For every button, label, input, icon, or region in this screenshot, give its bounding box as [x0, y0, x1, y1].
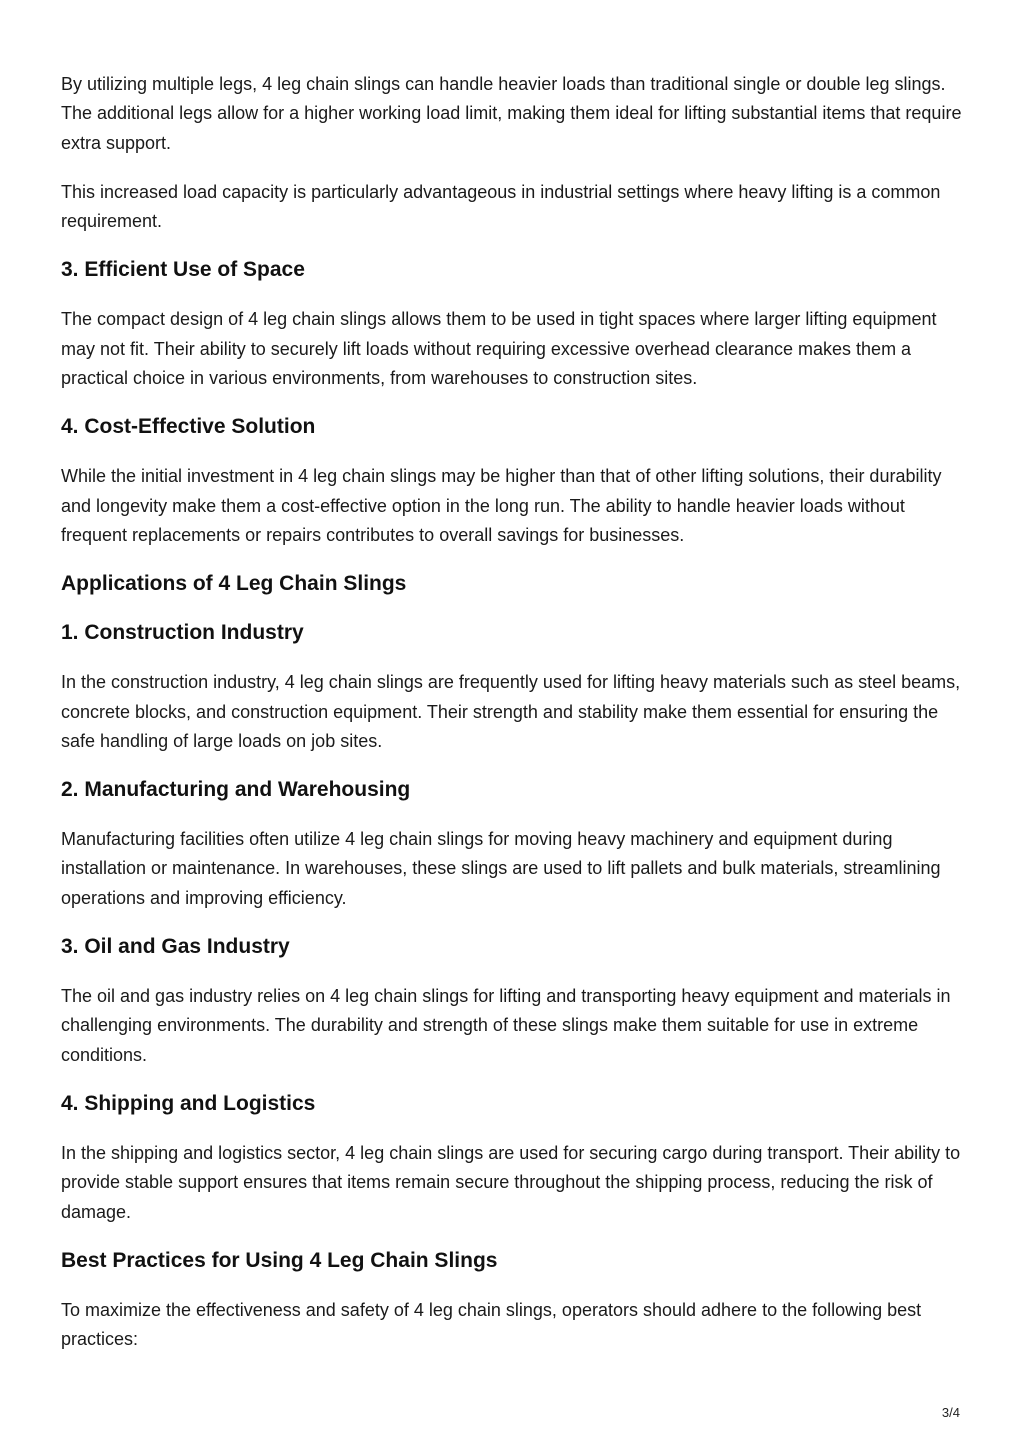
heading-applications: Applications of 4 Leg Chain Slings: [61, 572, 407, 596]
paragraph-best-practices: To maximize the effectiveness and safety of 4 leg chain slings, operators should adhere to the following best practices:: [61, 1299, 922, 1350]
paragraph-oil-and-gas: The oil and gas industry relies on 4 leg chain slings for lifting and transporting heavy equipment and materials in challenging environments. The durability and strength of these slings make them suitable for use in extreme conditions.: [61, 986, 951, 1065]
paragraph-manufacturing-warehousing: Manufacturing facilities often utilize 4 leg chain slings for moving heavy machinery and equipment during installation or maintenance. In warehouses, these slings are used to lift pallets and bulk materials, streamlining operations and improving efficiency.: [61, 829, 941, 908]
heading-oil-and-gas: 3. Oil and Gas Industry: [61, 935, 290, 959]
heading-efficient-use-of-space: 3. Efficient Use of Space: [61, 258, 305, 282]
paragraph-efficient-use-of-space: The compact design of 4 leg chain slings allows them to be used in tight spaces where larger lifting equipment may not fit. Their ability to securely lift loads without requiring excessive overhead clearance makes them a practical choice in various environments, from warehouses to construction sites.: [61, 309, 937, 389]
heading-best-practices: Best Practices for Using 4 Leg Chain Slings: [61, 1248, 498, 1272]
heading-construction-industry: 1. Construction Industry: [61, 621, 304, 645]
paragraph-construction-industry: In the construction industry, 4 leg chain slings are frequently used for lifting heavy materials such as steel beams, concrete blocks, and construction equipment. Their strength and stability make them essential for ensuring the safe handling of large loads on job sites.: [61, 672, 961, 751]
heading-cost-effective-solution: 4. Cost-Effective Solution: [61, 415, 316, 439]
paragraph-load-capacity: By utilizing multiple legs, 4 leg chain slings can handle heavier loads than traditional single or double leg slings. The additional legs allow for a higher working load limit, making them ideal for lifting substantial items that require extra support.: [61, 74, 962, 153]
page-number: 3/4: [941, 1405, 960, 1420]
heading-manufacturing-warehousing: 2. Manufacturing and Warehousing: [61, 778, 411, 802]
heading-shipping-logistics: 4. Shipping and Logistics: [61, 1091, 316, 1115]
paragraph-shipping-logistics: In the shipping and logistics sector, 4 leg chain slings are used for securing cargo during transport. Their ability to provide stable support ensures that items remain secure throughout the shipping process, reducing the risk of damage.: [61, 1142, 961, 1222]
document-page: [61, 70, 966, 1374]
paragraph-industrial-settings: This increased load capacity is particularly advantageous in industrial settings where heavy lifting is a common requirement.: [61, 181, 941, 232]
paragraph-cost-effective-solution: While the initial investment in 4 leg chain slings may be higher than that of other lifting solutions, their durability and longevity make them a cost-effective option in the long run. The ability to handle heavier loads without frequent replacements or repairs contributes to overall savings for businesses.: [61, 466, 942, 545]
